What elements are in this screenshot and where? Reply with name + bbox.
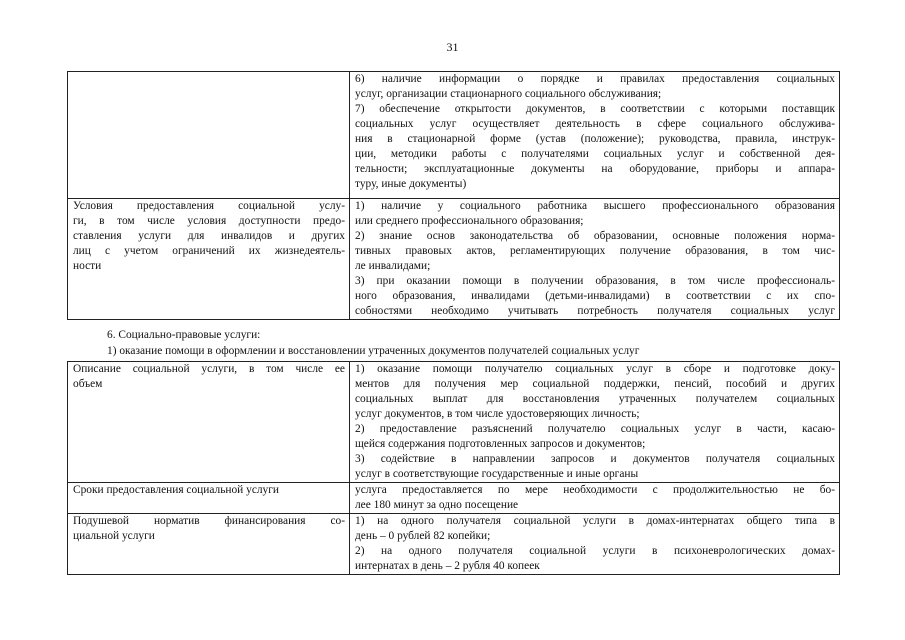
content-line: социальных услуг осуществляет деятельность в сфере социального обслужива- [355,118,835,130]
label-line: объем [73,378,103,390]
content-line: 2) знание основ законодательства об образовании, основные положения норма- [355,230,835,242]
content-line: 6) наличие информации о порядке и правилах предоставления социальных [355,73,835,85]
content-line: туру, иные документы) [355,178,467,190]
content-line: услуг в соответствующие государственные и иные органы [355,468,639,480]
row-content-cell [350,362,840,483]
content-line: ного образования, инвалидами (детьми-инвалидами) в соответствии с их спо- [355,290,835,302]
content-line: 2) предоставление разъяснений получателю социальных услуг в части, касаю- [355,423,835,435]
label-line: ставления услуги для инвалидов и других [73,230,345,242]
content-line: ции, методики работы с получателями социальных услуг и собственной дея- [355,148,835,160]
content-line: 3) при оказании помощи в получении образования, в том числе профессиональ- [355,275,835,287]
label-line: циальной услуги [73,530,155,542]
content-line: собностями необходимо учитывать потребность получателя социальных услуг [355,305,835,317]
legal-services-table [67,361,840,575]
row-content-cell [350,72,840,199]
services-table-continued [67,71,840,320]
row-label-cell [68,72,350,199]
label-line: ности [73,260,102,272]
table-row [68,483,840,514]
content-line: день – 0 рублей 82 копейки; [355,530,491,542]
content-line: 7) обеспечение открытости документов, в соответствии с которыми поставщик [355,103,835,115]
table-row [68,362,840,483]
label-line: Подушевой норматив финансирования со- [73,515,345,527]
row-content-cell [350,199,840,320]
content-line: 1) на одного получателя социальной услуги в домах-интернатах общего типа в [355,515,835,527]
content-line: 1) оказание помощи получателю социальных услуг в сборе и подготовке доку- [355,363,835,375]
row-label-cell [68,514,350,575]
label-line: лиц с учетом ограничений их жизнедеятель- [73,245,345,257]
content-line: услуга предоставляется по мере необходимости с продолжительностью не бо- [355,484,835,496]
content-line: ле инвалидами; [355,260,431,272]
content-line: услуг документов, в том числе удостоверяющих личность; [355,408,640,420]
table-row [68,514,840,575]
row-content-cell [350,514,840,575]
label-line: Условия предоставления социальной услу- [73,200,345,212]
subsection-heading: 1) оказание помощи в оформлении и восстановлении утраченных документов получателей социальных услуг [107,345,640,357]
content-line: ментов для получения мер социальной поддержки, пенсий, пособий и других [355,378,835,390]
table-row [68,199,840,320]
content-line: 3) содействие в направлении запросов и документов получателя социальных [355,453,835,465]
content-line: 1) наличие у социального работника высшего профессионального образования [355,200,835,212]
content-line: тивных правовых актов, регламентирующих получение образования, в том чис- [355,245,835,257]
content-line: лее 180 минут за одно посещение [355,499,519,511]
row-content-cell [350,483,840,514]
content-line: или среднего профессионального образования; [355,215,584,227]
content-line: 2) на одного получателя социальной услуги в психоневрологических домах- [355,545,835,557]
content-line: щейся содержания подготовленных запросов и документов; [355,438,646,450]
row-label-cell [68,199,350,320]
content-line: ния в стационарной форме (устав (положение); руководства, правила, инструк- [355,133,835,145]
content-line: социальных выплат для восстановления утраченных получателем социальных [355,393,835,405]
content-line: тельности; эксплуатационные документы на оборудование, приборы и аппара- [355,163,835,175]
section-heading: 6. Социально-правовые услуги: [107,329,261,341]
table-row [68,72,840,199]
content-line: интернатах в день – 2 рубля 40 копеек [355,560,540,572]
content-line: услуг, организации стационарного социального обслуживания; [355,88,662,100]
label-line: ги, в том числе условия доступности предо- [73,215,345,227]
page-number: 31 [446,40,459,54]
row-label-cell [68,362,350,483]
label-line: Описание социальной услуги, в том числе ее [73,363,345,375]
label-line: Сроки предоставления социальной услуги [73,484,280,496]
row-label-cell [68,483,350,514]
